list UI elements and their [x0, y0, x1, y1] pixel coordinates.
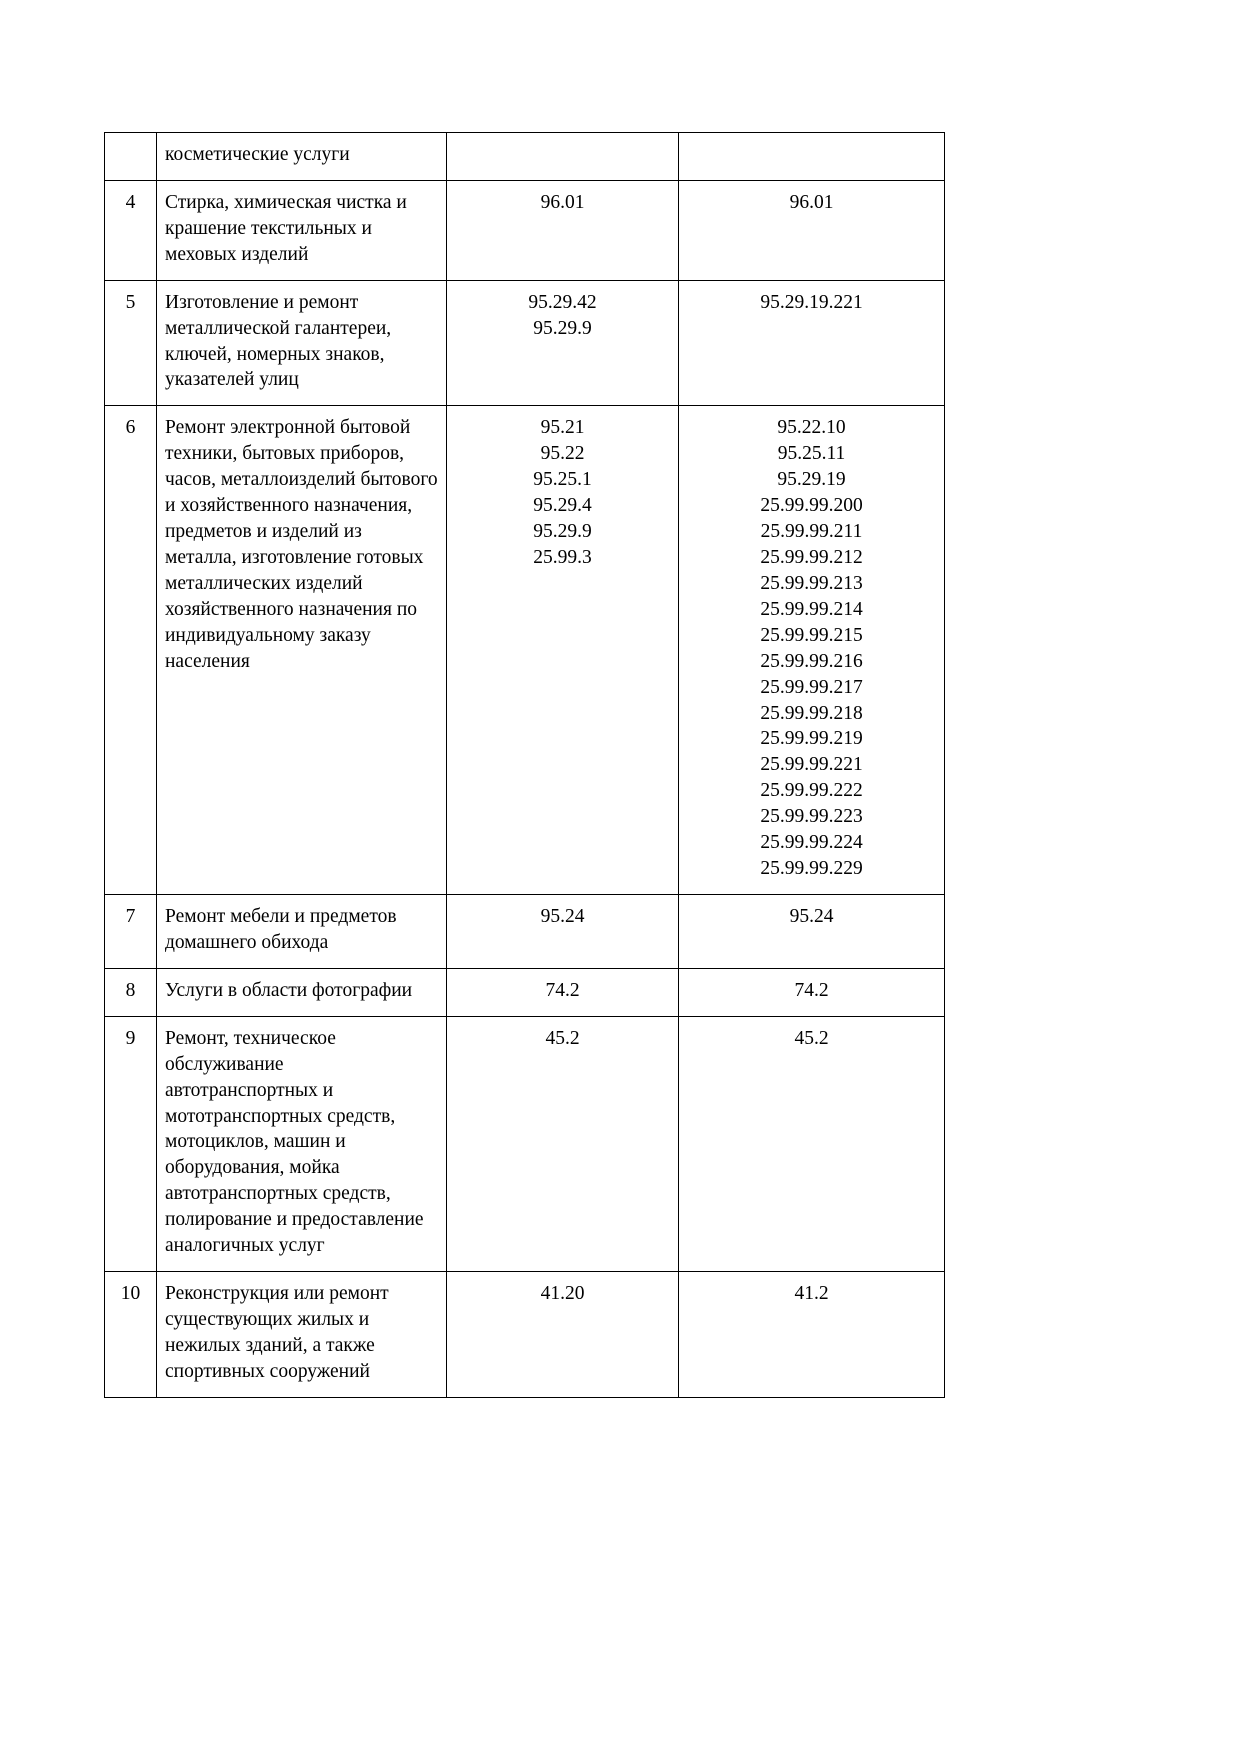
row-description-text: Ремонт, техническое обслуживание автотранспортных и мототранспортных средств, мотоциклов, машин и оборудования, мойка автотранспортных средств, полирование и предоставление аналогичных услуг — [165, 1027, 424, 1257]
code-item: 95.21 — [540, 417, 585, 439]
code-item: 41.20 — [540, 1283, 585, 1305]
row-number-cell: 5 — [105, 280, 157, 406]
row-code-column-2-cell — [679, 1272, 945, 1398]
row-description-cell — [157, 1016, 447, 1271]
code-item: 25.99.99.229 — [760, 858, 863, 880]
code-item: 95.29.9 — [533, 317, 592, 339]
table-row-continued — [105, 133, 945, 181]
row-code-column-2-cell — [679, 894, 945, 968]
row-code-column-1-cell — [447, 280, 679, 406]
code-item: 96.01 — [789, 191, 834, 213]
row-number-cell: 4 — [105, 180, 157, 280]
row-description-cell — [157, 406, 447, 895]
code-item: 25.99.99.200 — [760, 495, 863, 517]
code-item: 96.01 — [540, 191, 585, 213]
row-description-cell — [157, 133, 447, 181]
code-item: 45.2 — [545, 1027, 580, 1049]
code-item: 25.99.99.224 — [760, 832, 863, 854]
code-item: 25.99.99.217 — [760, 676, 863, 698]
code-item: 95.22 — [540, 443, 585, 465]
code-list-2 — [687, 1281, 936, 1307]
code-list-2 — [687, 290, 936, 316]
row-description-text: Ремонт электронной бытовой техники, бытовых приборов, часов, металлоизделий бытового и хозяйственного назначения, предметов и изделий из металла, изготовление готовых металлических изделий хозяйственного назначения по индивидуальному заказу населения — [165, 417, 438, 672]
row-code-column-1-cell — [447, 968, 679, 1016]
code-item: 25.99.99.219 — [760, 728, 863, 750]
table-row — [105, 1016, 945, 1271]
code-item: 25.99.99.211 — [760, 521, 863, 543]
code-item: 25.99.99.223 — [760, 806, 863, 828]
code-list-2 — [687, 978, 936, 1004]
code-item: 95.25.11 — [777, 443, 846, 465]
code-list-1 — [455, 1281, 670, 1307]
code-item: 95.25.1 — [533, 469, 592, 491]
row-code-column-2-cell — [679, 406, 945, 895]
code-item: 41.2 — [794, 1283, 829, 1305]
row-code-column-1-cell — [447, 894, 679, 968]
table-row — [105, 894, 945, 968]
row-description-text: Реконструкция или ремонт существующих жилых и нежилых зданий, а также спортивных сооружений — [165, 1283, 389, 1382]
code-item: 25.99.3 — [533, 546, 592, 568]
row-description-text: Изготовление и ремонт металлической галантереи, ключей, номерных знаков, указателей улиц — [165, 291, 392, 391]
table-row — [105, 280, 945, 406]
code-list-1 — [455, 1026, 670, 1052]
row-number-cell: 7 — [105, 894, 157, 968]
code-list-2 — [687, 904, 936, 930]
code-list-1 — [455, 978, 670, 1004]
code-list-1 — [455, 190, 670, 216]
code-item: 25.99.99.218 — [760, 702, 863, 724]
row-description-cell — [157, 180, 447, 280]
row-code-column-2-cell — [679, 180, 945, 280]
code-item: 25.99.99.214 — [760, 598, 863, 620]
code-item: 25.99.99.215 — [760, 624, 863, 646]
services-okved-okpd-table — [104, 132, 945, 1398]
code-item: 95.29.42 — [528, 291, 597, 313]
row-description-text: Стирка, химическая чистка и крашение текстильных и меховых изделий — [165, 191, 407, 265]
row-description-text: Ремонт мебели и предметов домашнего обихода — [165, 905, 397, 953]
code-item: 25.99.99.222 — [760, 780, 863, 802]
row-number-cell: 9 — [105, 1016, 157, 1271]
table-row — [105, 968, 945, 1016]
row-number-cell: 10 — [105, 1272, 157, 1398]
row-code-column-2-cell — [679, 133, 945, 181]
code-list-2 — [687, 415, 936, 882]
code-item: 25.99.99.221 — [760, 754, 863, 776]
row-number-cell: 8 — [105, 968, 157, 1016]
row-code-column-2-cell — [679, 280, 945, 406]
code-list-2 — [687, 1026, 936, 1052]
row-description-cell — [157, 1272, 447, 1398]
code-list-1 — [455, 415, 670, 571]
code-item: 25.99.99.213 — [760, 572, 863, 594]
table-row — [105, 180, 945, 280]
table-container — [104, 132, 944, 1398]
code-item: 95.29.4 — [533, 495, 592, 517]
row-code-column-1-cell — [447, 133, 679, 181]
row-description-cell — [157, 968, 447, 1016]
code-item: 95.24 — [540, 905, 585, 927]
table-body — [105, 133, 945, 181]
row-number-cell: 6 — [105, 406, 157, 895]
code-item: 95.24 — [789, 905, 834, 927]
row-description-cell — [157, 894, 447, 968]
code-item: 95.29.9 — [533, 521, 592, 543]
code-item: 74.2 — [545, 979, 580, 1001]
code-item: 95.29.19 — [777, 469, 846, 491]
code-list-1 — [455, 290, 670, 342]
row-code-column-2-cell — [679, 968, 945, 1016]
row-code-column-1-cell — [447, 180, 679, 280]
row-description-text: косметические услуги — [165, 144, 350, 165]
table-row — [105, 406, 945, 895]
row-code-column-1-cell — [447, 1272, 679, 1398]
row-code-column-1-cell — [447, 406, 679, 895]
code-item: 45.2 — [794, 1027, 829, 1049]
code-item: 25.99.99.212 — [760, 546, 863, 568]
row-description-cell — [157, 280, 447, 406]
code-list-2 — [687, 190, 936, 216]
table-row — [105, 1272, 945, 1398]
code-item: 95.22.10 — [777, 417, 846, 439]
code-item: 25.99.99.216 — [760, 650, 863, 672]
row-number-cell — [105, 133, 157, 181]
code-item: 95.29.19.221 — [760, 291, 863, 313]
row-code-column-2-cell — [679, 1016, 945, 1271]
code-item: 74.2 — [794, 979, 829, 1001]
table-rows-body — [105, 180, 945, 1397]
row-description-text: Услуги в области фотографии — [165, 979, 413, 1001]
row-code-column-1-cell — [447, 1016, 679, 1271]
code-list-1 — [455, 904, 670, 930]
